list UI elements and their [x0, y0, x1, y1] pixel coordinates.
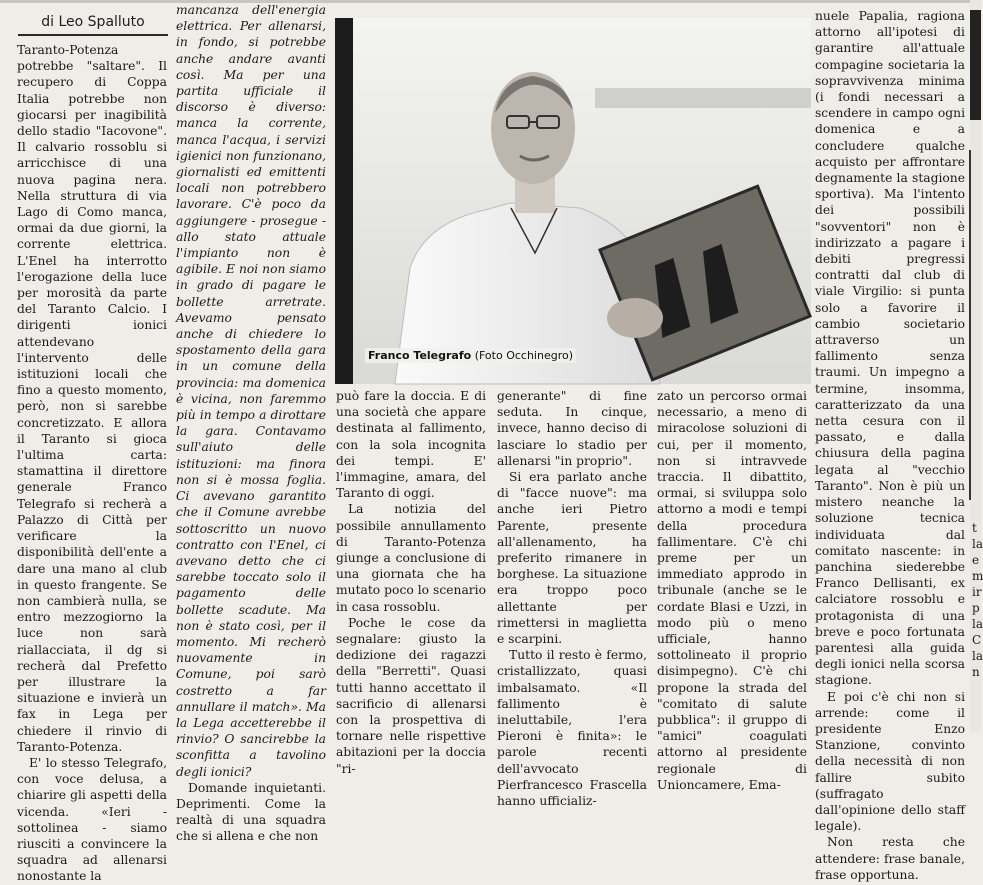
paragraph: La notizia del possibile annullamento di Taranto-Potenza giunge a conclusione di una giornata che ha mutato poco lo scenario in casa rossoblu. — [336, 502, 486, 614]
edge-fragment: la — [972, 537, 983, 551]
article-column-1 — [17, 42, 167, 884]
edge-fragment: p — [972, 601, 980, 615]
paragraph: Poche le cose da segnalare: giusto la dedizione dei ragazzi della "Berretti". Quasi tutti hanno accettato il sacrificio di allenarsi con la prospettiva di tornare nelle rispettive abitazioni per la doccia "ri- — [336, 615, 486, 776]
edge-fragment: ir — [972, 585, 982, 599]
caption-credit: (Foto Occhinegro) — [474, 349, 574, 362]
edge-fragment: C — [972, 633, 982, 647]
byline: di Leo Spalluto — [18, 10, 168, 36]
article-photo — [335, 18, 811, 384]
paragraph: Tutto il resto è fermo, cristallizzato, quasi imbalsamato. «Il fallimento è ineluttabile, l'era Pieroni è finita»: le parole recenti dell'avvocato Pierfrancesco Frascella hanno ufficializ- — [497, 648, 647, 809]
edge-fragment: e — [972, 553, 980, 567]
edge-fragment: la — [972, 649, 983, 663]
article-column-4 — [497, 388, 647, 809]
paragraph: E' lo stesso Telegrafo, con voce delusa, a chiarire gli aspetti della vicenda. «Ieri - sottolinea - siamo riusciti a convincere la squadra ad allenarsi nonostante la — [17, 755, 167, 884]
paragraph: Domande inquietanti. Deprimenti. Come la realtà di una squadra che si allena e che non — [176, 780, 326, 844]
caption-name: Franco Telegrafo — [368, 349, 472, 362]
article-column-2 — [176, 2, 326, 844]
adjacent-rule — [969, 150, 971, 500]
article-column-3 — [336, 388, 486, 776]
adjacent-dark-block — [970, 10, 981, 120]
edge-fragment: n — [972, 665, 980, 679]
article-column-6 — [815, 8, 965, 882]
paragraph: Si era parlato anche di "facce nuove": ma anche ieri Pietro Parente, presente all'allenamento, ha preferito rimanere in borghese. La situazione era troppo poco allettante per rimettersi in maglietta e scarpini. — [497, 470, 647, 647]
paragraph: Non resta che attendere: frase banale, frase opportuna. — [815, 835, 965, 882]
photo-illustration — [335, 18, 811, 384]
top-rule — [0, 0, 981, 3]
edge-fragment: m — [972, 569, 983, 583]
photo-caption — [365, 348, 576, 363]
paragraph: generante" di fine seduta. In cinque, invece, hanno deciso di lasciare lo stadio per allenarsi "in proprio". — [497, 389, 647, 468]
paragraph: nuele Papalia, ragiona attorno all'ipotesi di garantire all'attuale compagine societaria la sopravvivenza minima (i fondi necessari a scendere in campo ogni domenica e a concludere qualche acquisto per affrontare degnamente la stagione sportiva). Ma l'intento dei possibili "sovventori" non è indirizzato a pagare i debiti pregressi contratti dal club di viale Virgilio: si punta solo a favorire il cambio societario attraverso un fallimento senza traumi. Un impegno a termine, insomma, caratterizzato da una netta cesura con il passato, e dalla chiusura della pagina legata al "vecchio Taranto". Non è più un mistero neanche la soluzione tecnica individuata dal comitato nascente: in panchina siederebbe Franco Dellisanti, ex calciatore rossoblu e protagonista di una breve e poco fortunata parentesi alla guida degli ionici nella scorsa stagione. — [815, 9, 965, 688]
paragraph: può fare la doccia. E di una società che appare destinata al fallimento, con la sola incognita dei tempi. E' l'immagine, amara, del Taranto di oggi. — [336, 389, 486, 501]
article-column-5 — [657, 388, 807, 792]
edge-fragment: la — [972, 617, 983, 631]
paragraph: mancanza dell'energia elettrica. Per allenarsi, in fondo, si potrebbe anche andare avanti così. Ma per una partita ufficiale il discorso è diverso: manca la corrente, manca l'acqua, i servizi igienici non funzionano, giornalisti ed emittenti locali non potrebbero lavorare. C'è poco da aggiungere - prosegue - allo stato attuale l'impianto non è agibile. E noi non siamo in grado di pagare le bollette arretrate. Avevamo pensato anche di chiedere lo spostamento della gara in un comune della provincia: ma domenica è vicina, non faremmo più in tempo a dirottare la gara. Contavamo sull'aiuto delle istituzioni: ma finora non si è mossa foglia. Ci avevano garantito che il Comune avrebbe sottoscritto un nuovo contratto con l'Enel, ci avevano detto che ci sarebbe toccato solo il pagamento delle bollette scadute. Ma non è stato così, per il momento. Mi recherò nuovamente in Comune, poi sarò costretto a far annullare il match». Ma la Lega accetterebbe il rinvio? O sancirebbe la sconfitta a tavolino degli ionici? — [176, 3, 326, 779]
edge-fragment: t — [972, 521, 977, 535]
paragraph: E poi c'è chi non si arrende: come il presidente Enzo Stanzione, convinto della necessità di non fallire subito (suffragato dall'opinione dello staff legale). — [815, 689, 965, 834]
paragraph: Taranto-Potenza potrebbe "saltare". Il recupero di Coppa Italia potrebbe non giocarsi per inagibilità dello stadio "Iacovone". Il calvario rossoblu si arricchisce di una nuova pagina nera. Nella struttura di via Lago di Como manca, ormai da due giorni, la corrente elettrica. L'Enel ha interrotto l'erogazione della luce per morosità da parte del Taranto Calcio. I dirigenti ionici attendevano l'intervento delle istituzioni locali che fino a questo momento, però, non si sarebbe concretizzato. E allora il Taranto si gioca l'ultima carta: stamattina il direttore generale Franco Telegrafo si recherà a Palazzo di Città per verificare la disponibilità dell'ente a dare una mano al club in questo frangente. Se non cambierà nulla, se entro mezzogiorno la luce non sarà riallacciata, il dg si recherà dal Prefetto per illustrare la situazione e invierà un fax in Lega per chiedere il rinvio di Taranto-Potenza. — [17, 43, 167, 754]
paragraph: zato un percorso ormai necessario, a meno di miracolose soluzioni di cui, per il momento, non si intravvede traccia. Il dibattito, ormai, si sviluppa solo attorno a modi e tempi della procedura fallimentare. C'è chi preme per un immediato approdo in tribunale (anche se le cordate Blasi e Uzzi, in modo più o meno ufficiale, hanno sottolineato il proprio disimpegno). C'è chi propone la strada del "comitato di salute pubblica": il gruppo di "amici" coagulati attorno al presidente regionale di Unioncamere, Ema- — [657, 389, 807, 792]
